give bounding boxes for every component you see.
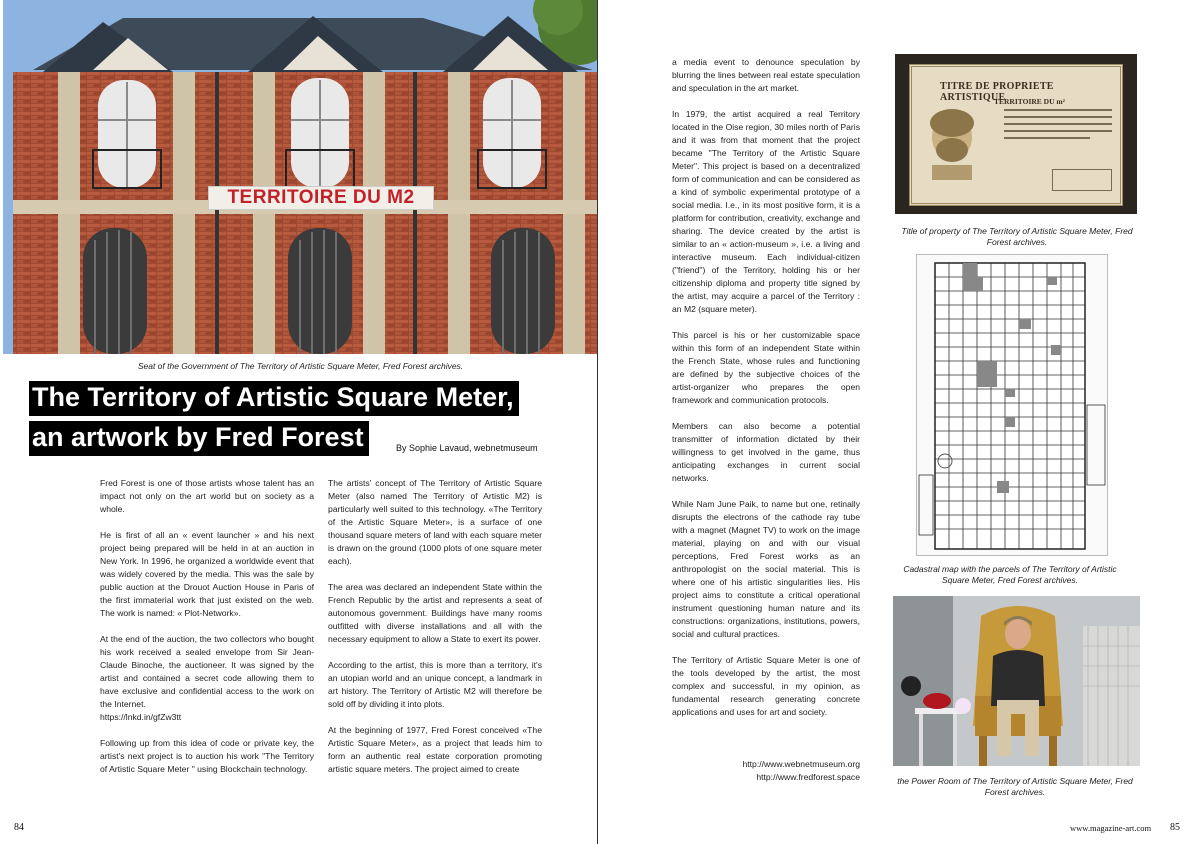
links-block <box>672 758 860 784</box>
certificate-caption: Title of property of The Territory of Artistic Square Meter, Fred Forest archives. <box>901 226 1133 247</box>
article-title-line-2: an artwork by Fred Forest <box>29 421 369 456</box>
certificate-heading: TITRE DE PROPRIETE ARTISTIQUE <box>940 81 1054 103</box>
paragraph: At the end of the auction, the two collectors who bought his work received a sealed envelope from Sir Jean-Claude Binoche, the auctioneer. It was signed by the artist and contained a secret code allowing them to have exclusive and confidential access to the work on the Internet. <box>100 634 314 709</box>
artist-portrait <box>922 105 982 180</box>
power-room-photo <box>893 596 1140 766</box>
fredforest-link[interactable]: http://www.fredforest.space <box>756 772 860 782</box>
paragraph: The Territory of Artistic Square Meter is one of the tools developed by the artist, the most complex and successful, in my opinion, as fundamental research generating concrete applications and uses for art and society. <box>672 655 860 717</box>
power-room-illustration <box>893 596 1140 766</box>
article-column-3 <box>672 56 860 719</box>
stamp <box>1052 169 1112 191</box>
certificate-photo <box>895 54 1137 214</box>
paragraph: Members can also become a potential transmitter of information dictated by their willingness to get involved in the game, thus anticipating exchanges in current social networks. <box>672 421 860 483</box>
paragraph: Fred Forest is one of those artists whose talent has an impact not only on the art world but on society as a whole. <box>100 478 314 514</box>
paragraph: This parcel is his or her customizable space within this form of an independent State within the French State, whose rules and functioning are defined by the subjective choices of the artist-organizer who prepares the open framework and communication protocols. <box>672 330 860 405</box>
auction-link[interactable]: https://lnkd.in/gfZw3tt <box>100 712 182 722</box>
paragraph: The artists' concept of The Territory of Artistic Square Meter (also named The Territory of Artistic M2) is particularly well suited to this technology. «The Territory of the Artistic Square Meter», is a surface of one thousand square meters of land with each square meter is drawn on the ground (1000 plots of one square meter each). <box>328 478 542 566</box>
magazine-website[interactable]: www.magazine-art.com <box>1070 823 1152 833</box>
building-illustration <box>3 0 598 354</box>
paragraph: He is first of all an « event launcher » and his next project being prepared will be held in at an auction in New York. In 1996, he organized a worldwide event that was widely covered by the media. This was the sale by public auction at the Drouot Auction House in Paris of the first immaterial work that just existed on the web. The work is named: « Plot-Network». <box>100 530 314 618</box>
building-caption: Seat of the Government of The Territory of Artistic Square Meter, Fred Forest archives. <box>137 361 464 371</box>
article-column-2 <box>328 477 542 776</box>
page-divider <box>597 0 598 844</box>
territoire-sign: TERRITOIRE DU M2 <box>208 186 434 210</box>
map-caption: Cadastral map with the parcels of The Territory of Artistic Square Meter, Fred Forest archives. <box>903 564 1117 585</box>
cadastral-map <box>916 254 1108 556</box>
building-photo <box>3 0 598 354</box>
paragraph: While Nam June Paik, to name but one, retinally disrupts the electrons of the cathode ray tube with a magnet (Magnet TV) to work on the image material, playing on and with our visual perceptions, Fred Forest works as an anthropologist on the social material. This is where one of his artistic singularities lies. His project aims to constitute a critical operational instrument questioning human nature and its constructions: organizations, institutions, powers, social and cultural practices. <box>672 499 860 639</box>
power-room-caption: the Power Room of The Territory of Artistic Square Meter, Fred Forest archives. <box>897 776 1133 797</box>
cadastral-grid <box>917 255 1108 556</box>
page-number-right: 85 <box>1170 822 1180 833</box>
byline: By Sophie Lavaud, webnetmuseum <box>396 443 538 453</box>
paragraph: In 1979, the artist acquired a real Territory located in the Oise region, 30 miles north of Paris and it was from that moment that the project became "The Territory of the Artistic Square Meter". This project is based on a decentralized form of communication and can be considered as a kind of symbolic experimental prototype of a social media. I.e., in its most positive form, it is a platform for contribution, creativity, exchange and sharing. The device created by the artist is similar to an « action-museum », i.e. a living and interactive museum. Each individual-citizen ("friend") of the Territory, holding his or her citizenship diploma and property title signed by the artist, may acquire a parcel of the Territory : an M2 (square meter). <box>672 109 860 314</box>
page-number-left: 84 <box>14 822 24 833</box>
paragraph: According to the artist, this is more than a territory, it's an utopian world and an unique concept, a landmark in art history. The Territory of Artistic M2 will therefore be sold off by dividing it into plots. <box>328 660 542 709</box>
webnetmuseum-link[interactable]: http://www.webnetmuseum.org <box>742 759 860 769</box>
paragraph: At the beginning of 1977, Fred Forest conceived «The Artistic Square Meter», as a project that leads him to form an authentic real estate corporation promoting artistic square meters. The project aimed to create <box>328 725 542 774</box>
article-column-1 <box>100 477 314 776</box>
certificate-paper <box>909 64 1123 206</box>
paragraph: a media event to denounce speculation by blurring the lines between real estate speculation and speculation in the art market. <box>672 57 860 93</box>
paragraph: The area was declared an independent State within the French Republic by the artist and represents a seat of autonomous government. Buildings have many rooms outfitted with diverse installations and all with the necessary equipment to allow a State to exert its power. <box>328 582 542 644</box>
certificate-text-lines <box>1004 109 1112 144</box>
paragraph: Following up from this idea of code or private key, the artist's next project is to auction his work "The Territory of Artistic Square Meter " using Blockchain technology. <box>100 738 314 774</box>
article-title-line-1: The Territory of Artistic Square Meter, <box>29 381 519 416</box>
certificate-subheading: TERRITOIRE DU m² <box>994 97 1065 106</box>
